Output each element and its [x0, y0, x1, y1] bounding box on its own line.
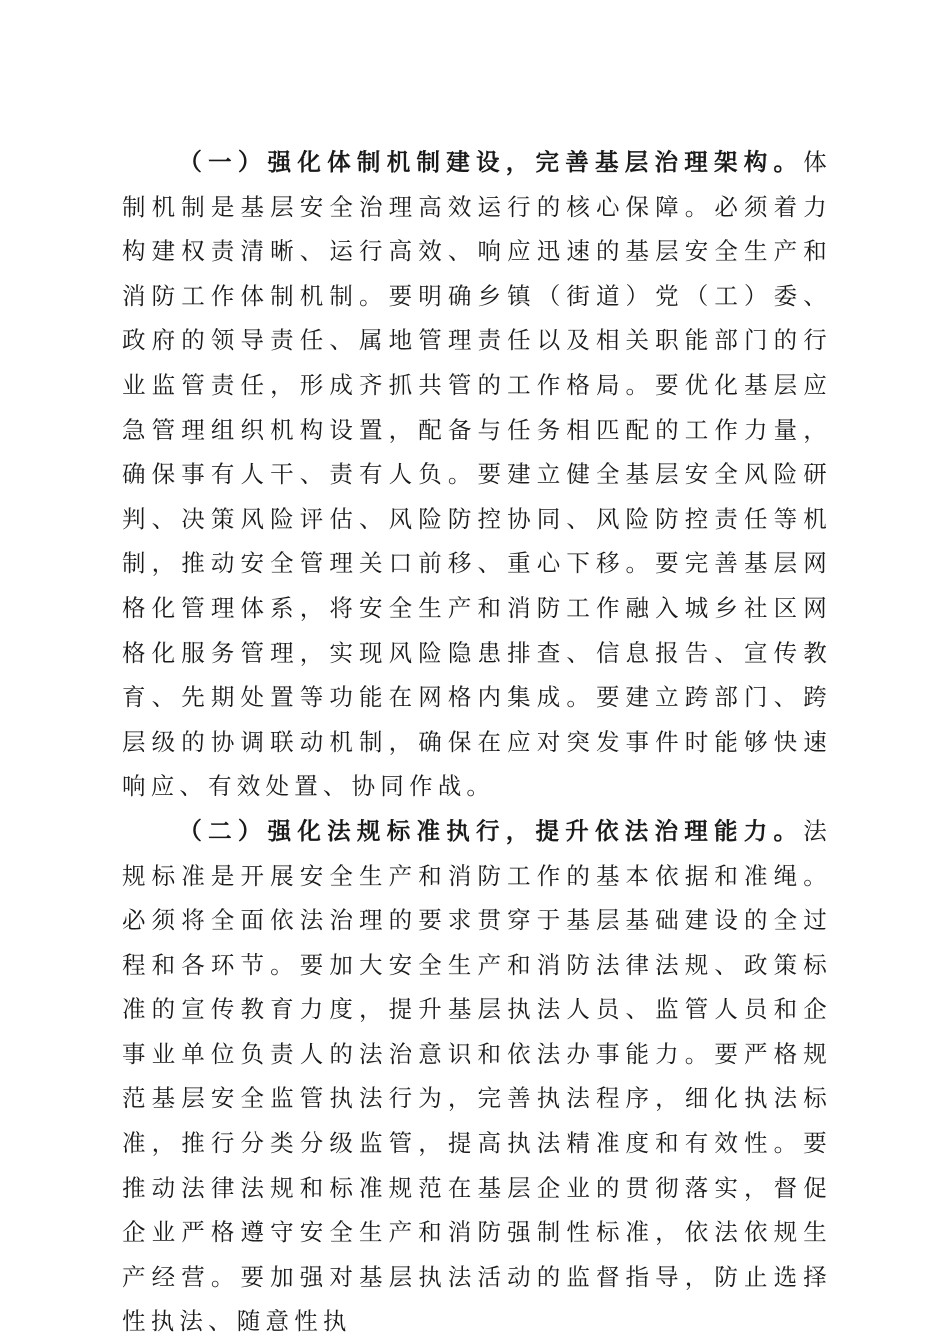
paragraph-2-body: 法规标准是开展安全生产和消防工作的基本依据和准绳。必须将全面依法治理的要求贯穿于基层基础建设的全过程和各环节。要加大安全生产和消防法律法规、政策标准的宣传教育力度，提升基层执法人员、监管人员和企事业单位负责人的法治意识和依法办事能力。要严格规范基层安全监管执法行为，完善执法程序，细化执法标准，推行分类分级监管，提高执法精准度和有效性。要推动法律法规和标准规范在基层企业的贯彻落实，督促企业严格遵守安全生产和消防强制性标准，依法依规生产经营。要加强对基层执法活动的监督指导，防止选择性执法、随意性执 — [122, 816, 832, 1336]
paragraph-1 — [122, 140, 832, 809]
paragraph-2 — [122, 809, 832, 1344]
paragraph-1-body: 体制机制是基层安全治理高效运行的核心保障。必须着力构建权责清晰、运行高效、响应迅速的基层安全生产和消防工作体制机制。要明确乡镇（街道）党（工）委、政府的领导责任、属地管理责任以及相关职能部门的行业监管责任，形成齐抓共管的工作格局。要优化基层应急管理组织机构设置，配备与任务相匹配的工作力量，确保事有人干、责有人负。要建立健全基层安全风险研判、决策风险评估、风险防控协同、风险防控责任等机制，推动安全管理关口前移、重心下移。要完善基层网格化管理体系，将安全生产和消防工作融入城乡社区网格化服务管理，实现风险隐患排查、信息报告、宣传教育、先期处置等功能在网格内集成。要建立跨部门、跨层级的协调联动机制，确保在应对突发事件时能够快速响应、有效处置、协同作战。 — [122, 148, 832, 801]
document-page — [122, 140, 832, 1344]
paragraph-1-heading: （一）强化体制机制建设，完善基层治理架构。 — [178, 148, 804, 176]
paragraph-2-heading: （二）强化法规标准执行，提升依法治理能力。 — [178, 816, 804, 845]
